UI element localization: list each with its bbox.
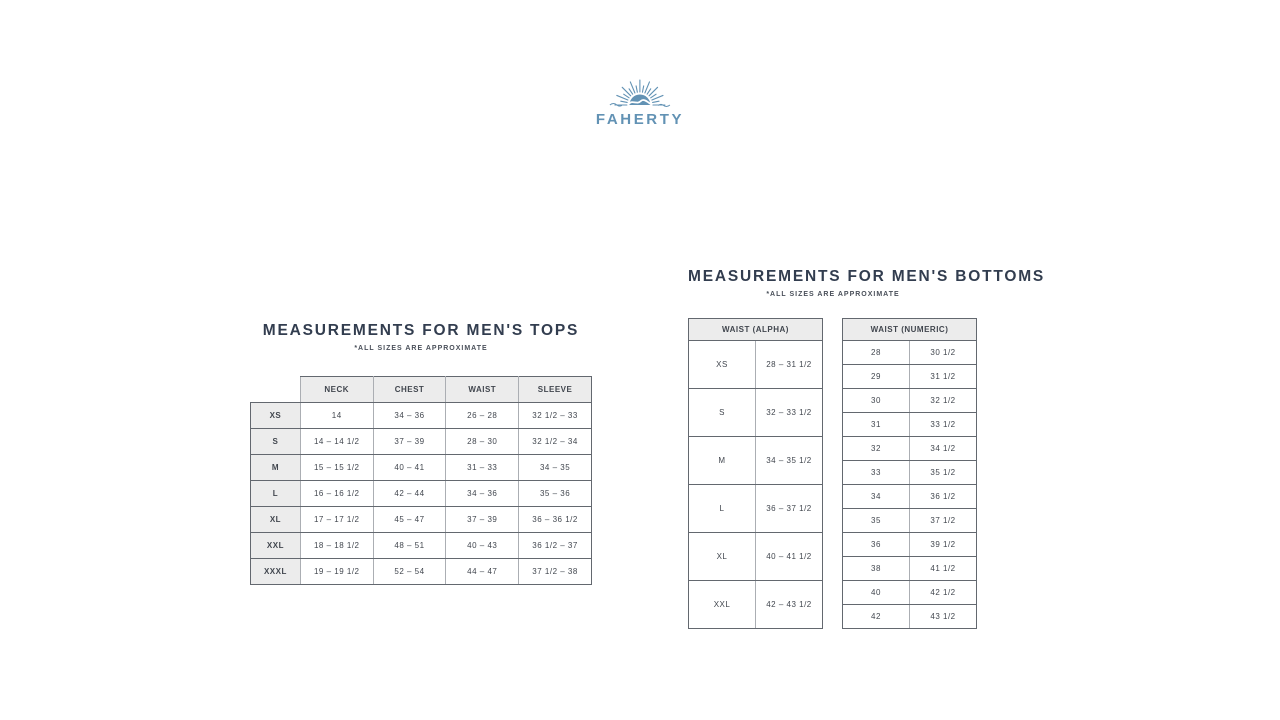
numeric-table-body — [843, 341, 977, 629]
measurement-cell: 16 – 16 1/2 — [300, 481, 373, 507]
measurement-cell: 44 – 47 — [446, 559, 519, 585]
measurement-cell: 31 – 33 — [446, 455, 519, 481]
measurement-cell: 14 — [300, 403, 373, 429]
size-label: S — [689, 389, 756, 437]
table-row — [843, 437, 977, 461]
measurement-cell: 26 – 28 — [446, 403, 519, 429]
table-row — [843, 533, 977, 557]
tops-section — [250, 322, 592, 585]
measurement-cell: 42 – 43 1/2 — [756, 581, 823, 629]
waist-alpha-header: WAIST (ALPHA) — [689, 319, 823, 341]
tops-subtitle: *ALL SIZES ARE APPROXIMATE — [354, 345, 488, 352]
table-row — [689, 341, 823, 389]
waist-numeric-header-row — [843, 319, 977, 341]
measurement-cell: 14 – 14 1/2 — [300, 429, 373, 455]
size-label: XXL — [689, 581, 756, 629]
table-row — [251, 455, 592, 481]
size-label: XS — [251, 403, 301, 429]
table-row — [843, 509, 977, 533]
sun-waves-logo-icon — [598, 68, 682, 110]
table-row — [689, 437, 823, 485]
size-label: XXL — [251, 533, 301, 559]
measurement-cell: 32 1/2 – 34 — [519, 429, 592, 455]
tops-table-body — [251, 403, 592, 585]
measurement-cell: 36 – 37 1/2 — [756, 485, 823, 533]
size-label: XL — [251, 507, 301, 533]
column-header-neck: NECK — [300, 377, 373, 403]
table-row — [251, 429, 592, 455]
table-row — [689, 533, 823, 581]
size-label: 32 — [843, 437, 910, 461]
waist-alpha-header-row — [689, 319, 823, 341]
table-row — [251, 559, 592, 585]
table-row — [843, 365, 977, 389]
measurement-cell: 36 1/2 — [910, 485, 977, 509]
table-row — [843, 485, 977, 509]
measurement-cell: 40 – 41 1/2 — [756, 533, 823, 581]
tops-title: MEASUREMENTS FOR MEN'S TOPS — [262, 322, 580, 339]
measurement-cell: 37 – 39 — [446, 507, 519, 533]
measurement-cell: 35 – 36 — [519, 481, 592, 507]
size-label: 40 — [843, 581, 910, 605]
bottoms-subtitle: *ALL SIZES ARE APPROXIMATE — [766, 291, 900, 298]
size-label: 33 — [843, 461, 910, 485]
measurement-cell: 31 1/2 — [910, 365, 977, 389]
size-label: M — [689, 437, 756, 485]
size-label: 34 — [843, 485, 910, 509]
table-row — [843, 581, 977, 605]
bottoms-title: MEASUREMENTS FOR MEN'S BOTTOMS — [688, 268, 1046, 285]
measurement-cell: 34 – 35 1/2 — [756, 437, 823, 485]
table-row — [251, 403, 592, 429]
measurement-cell: 41 1/2 — [910, 557, 977, 581]
waist-numeric-table — [842, 318, 977, 629]
waist-numeric-header: WAIST (NUMERIC) — [843, 319, 977, 341]
table-row — [689, 485, 823, 533]
table-row — [251, 481, 592, 507]
measurement-cell: 28 – 30 — [446, 429, 519, 455]
measurement-cell: 42 – 44 — [373, 481, 446, 507]
measurement-cell: 40 – 41 — [373, 455, 446, 481]
table-row — [843, 605, 977, 629]
measurement-cell: 32 1/2 – 33 — [519, 403, 592, 429]
measurement-cell: 36 1/2 – 37 — [519, 533, 592, 559]
size-label: L — [251, 481, 301, 507]
size-label: 29 — [843, 365, 910, 389]
size-label: 35 — [843, 509, 910, 533]
measurement-cell: 34 1/2 — [910, 437, 977, 461]
column-header-chest: CHEST — [373, 377, 446, 403]
measurement-cell: 42 1/2 — [910, 581, 977, 605]
size-label: XXXL — [251, 559, 301, 585]
measurement-cell: 37 1/2 — [910, 509, 977, 533]
column-header-sleeve: SLEEVE — [519, 377, 592, 403]
size-label: 28 — [843, 341, 910, 365]
size-label: L — [689, 485, 756, 533]
table-row — [843, 557, 977, 581]
table-row — [689, 389, 823, 437]
measurement-cell: 39 1/2 — [910, 533, 977, 557]
measurement-cell: 43 1/2 — [910, 605, 977, 629]
measurement-cell: 28 – 31 1/2 — [756, 341, 823, 389]
measurement-cell: 30 1/2 — [910, 341, 977, 365]
measurement-cell: 36 – 36 1/2 — [519, 507, 592, 533]
measurement-cell: 15 – 15 1/2 — [300, 455, 373, 481]
measurement-cell: 18 – 18 1/2 — [300, 533, 373, 559]
measurement-cell: 48 – 51 — [373, 533, 446, 559]
measurement-cell: 37 1/2 – 38 — [519, 559, 592, 585]
size-label: 38 — [843, 557, 910, 581]
corner-cell — [251, 377, 301, 403]
tops-size-table — [250, 376, 592, 585]
size-label: XS — [689, 341, 756, 389]
size-label: 30 — [843, 389, 910, 413]
size-label: XL — [689, 533, 756, 581]
measurement-cell: 40 – 43 — [446, 533, 519, 559]
measurement-cell: 32 – 33 1/2 — [756, 389, 823, 437]
tops-header-row — [251, 377, 592, 403]
measurement-cell: 33 1/2 — [910, 413, 977, 437]
waist-alpha-table — [688, 318, 823, 629]
alpha-table-body — [689, 341, 823, 629]
size-label: M — [251, 455, 301, 481]
measurement-cell: 52 – 54 — [373, 559, 446, 585]
measurement-cell: 19 – 19 1/2 — [300, 559, 373, 585]
measurement-cell: 35 1/2 — [910, 461, 977, 485]
size-label: 31 — [843, 413, 910, 437]
size-label: S — [251, 429, 301, 455]
measurement-cell: 32 1/2 — [910, 389, 977, 413]
measurement-cell: 34 – 36 — [446, 481, 519, 507]
table-row — [843, 461, 977, 485]
size-label: 42 — [843, 605, 910, 629]
table-row — [689, 581, 823, 629]
bottoms-tables — [688, 318, 978, 629]
measurement-cell: 34 – 36 — [373, 403, 446, 429]
table-row — [843, 341, 977, 365]
bottoms-section — [688, 268, 1046, 629]
measurement-cell: 17 – 17 1/2 — [300, 507, 373, 533]
column-header-waist: WAIST — [446, 377, 519, 403]
measurement-cell: 34 – 35 — [519, 455, 592, 481]
size-label: 36 — [843, 533, 910, 557]
brand-logo — [596, 68, 684, 128]
brand-name: FAHERTY — [595, 111, 685, 128]
measurement-cell: 37 – 39 — [373, 429, 446, 455]
table-row — [251, 533, 592, 559]
table-row — [843, 389, 977, 413]
measurement-cell: 45 – 47 — [373, 507, 446, 533]
table-row — [843, 413, 977, 437]
table-row — [251, 507, 592, 533]
